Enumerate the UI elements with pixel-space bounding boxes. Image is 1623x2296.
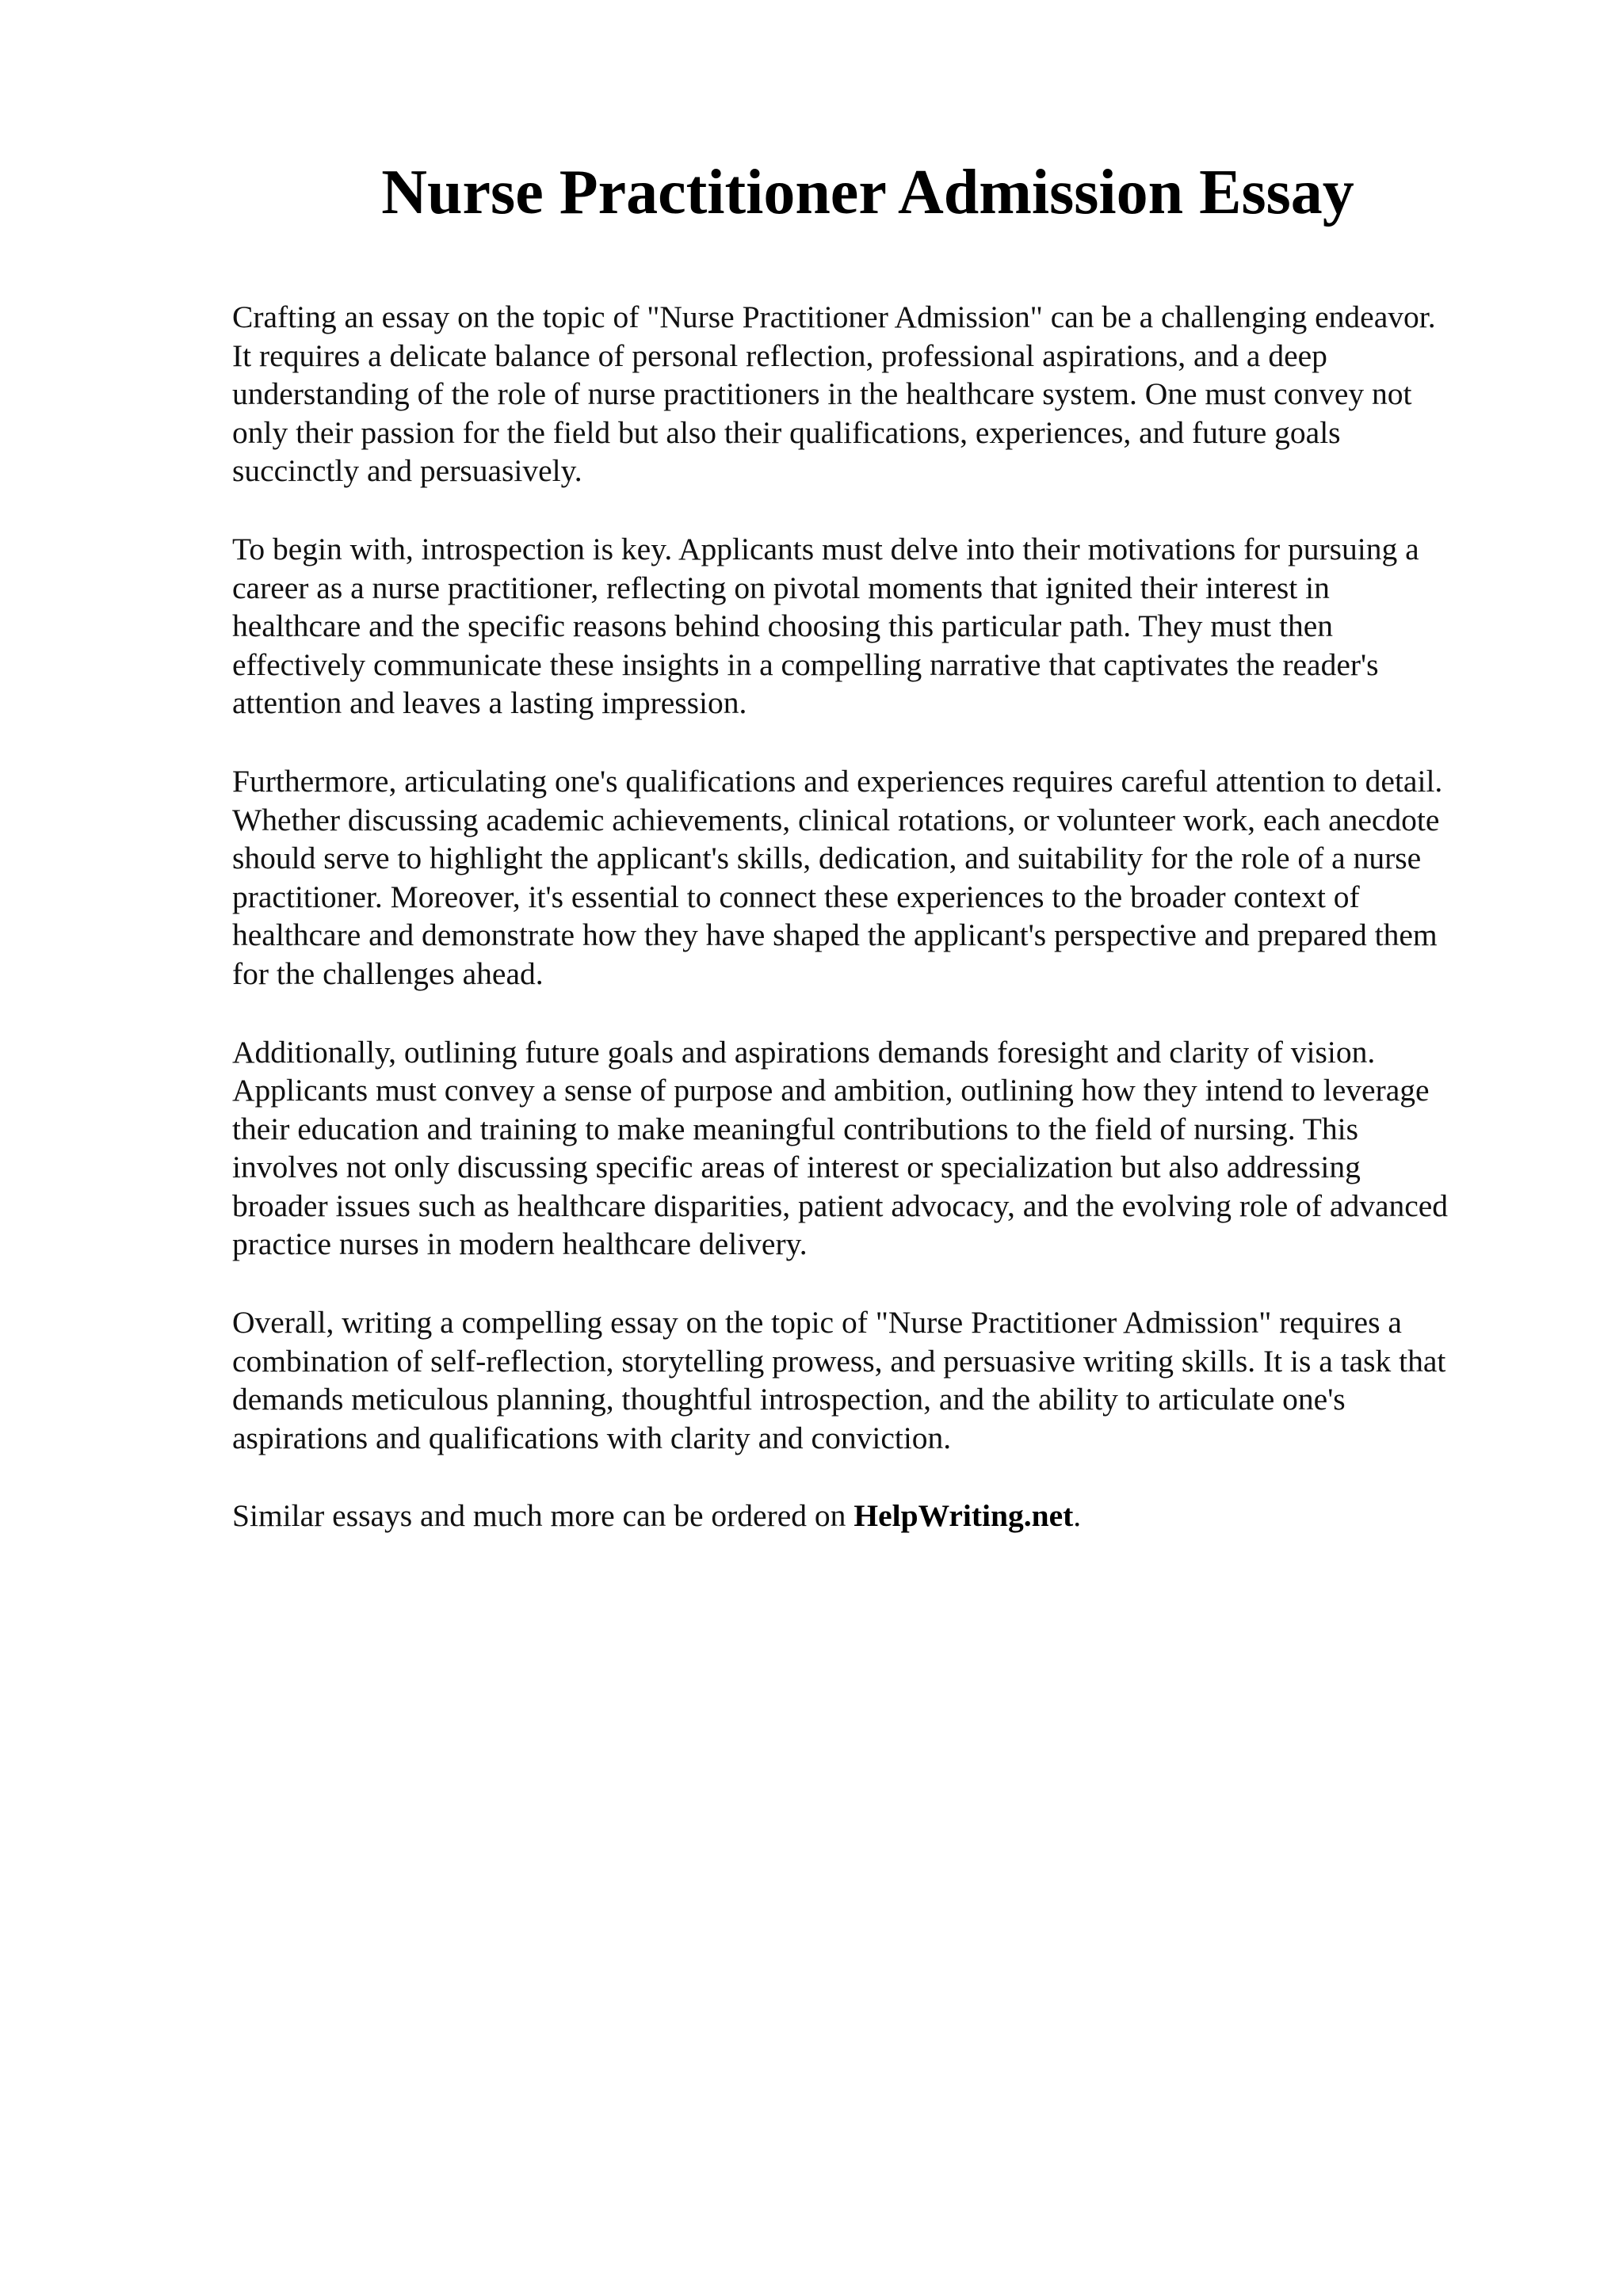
text-line: aspirations and qualifications with clarity and conviction.	[232, 1420, 952, 1455]
text-line: Overall, writing a compelling essay on the topic of "Nurse Practitioner Admission" requires a	[232, 1305, 1402, 1341]
text-line: involves not only discussing specific areas of interest or specialization but also addressing	[232, 1150, 1361, 1185]
text-line: for the challenges ahead.	[232, 955, 544, 991]
paragraph-4	[232, 1033, 1524, 1264]
text-line: should serve to highlight the applicant's skills, dedication, and suitability for the role of a nurse	[232, 841, 1422, 876]
paragraph-1	[232, 298, 1524, 490]
paragraph-3	[232, 762, 1524, 994]
paragraph-5	[232, 1303, 1524, 1457]
text-line: healthcare and the specific reasons behind choosing this particular path. They must then	[232, 608, 1334, 644]
text-line: understanding of the role of nurse practitioners in the healthcare system. One must convey not	[232, 376, 1412, 412]
helpwriting-link[interactable]: HelpWriting.net	[854, 1498, 1074, 1534]
text-line: Furthermore, articulating one's qualifications and experiences requires careful attention to detail.	[232, 763, 1443, 799]
text-line: broader issues such as healthcare disparities, patient advocacy, and the evolving role of advanced	[232, 1188, 1449, 1223]
essay-body	[232, 298, 1524, 1535]
text-line: Whether discussing academic achievements, clinical rotations, or volunteer work, each anecdote	[232, 802, 1440, 837]
text-line: healthcare and demonstrate how they have shaped the applicant's perspective and prepared them	[232, 917, 1438, 953]
text-line: only their passion for the field but also their qualifications, experiences, and future goals	[232, 414, 1341, 450]
footer-period: .	[1073, 1498, 1082, 1534]
page-title: Nurse Practitioner Admission Essay	[381, 158, 1354, 227]
text-line: demands meticulous planning, thoughtful introspection, and the ability to articulate one's	[232, 1382, 1346, 1417]
text-line: effectively communicate these insights in a compelling narrative that captivates the reader's	[232, 646, 1379, 682]
text-line: combination of self-reflection, storytelling prowess, and persuasive writing skills. It is a task that	[232, 1343, 1446, 1379]
text-line: To begin with, introspection is key. Applicants must delve into their motivations for pursuing a	[232, 531, 1419, 566]
text-line: succinctly and persuasively.	[232, 453, 582, 489]
paragraph-2	[232, 530, 1524, 723]
text-line: their education and training to make meaningful contributions to the field of nursing. This	[232, 1111, 1358, 1146]
footer-note	[232, 1497, 1524, 1535]
text-line: Additionally, outlining future goals and aspirations demands foresight and clarity of vision.	[232, 1034, 1376, 1070]
text-line: practice nurses in modern healthcare delivery.	[232, 1226, 808, 1262]
footer-text: Similar essays and much more can be ordered on	[232, 1498, 846, 1534]
text-line: career as a nurse practitioner, reflecting on pivotal moments that ignited their interest in	[232, 570, 1330, 605]
text-line: Crafting an essay on the topic of "Nurse Practitioner Admission" can be a challenging endeavor.	[232, 299, 1436, 334]
text-line: attention and leaves a lasting impression.	[232, 685, 747, 721]
text-line: practitioner. Moreover, it's essential to connect these experiences to the broader context of	[232, 879, 1360, 914]
text-line: Applicants must convey a sense of purpose and ambition, outlining how they intend to leverage	[232, 1073, 1430, 1108]
text-line: It requires a delicate balance of personal reflection, professional aspirations, and a deep	[232, 338, 1327, 373]
